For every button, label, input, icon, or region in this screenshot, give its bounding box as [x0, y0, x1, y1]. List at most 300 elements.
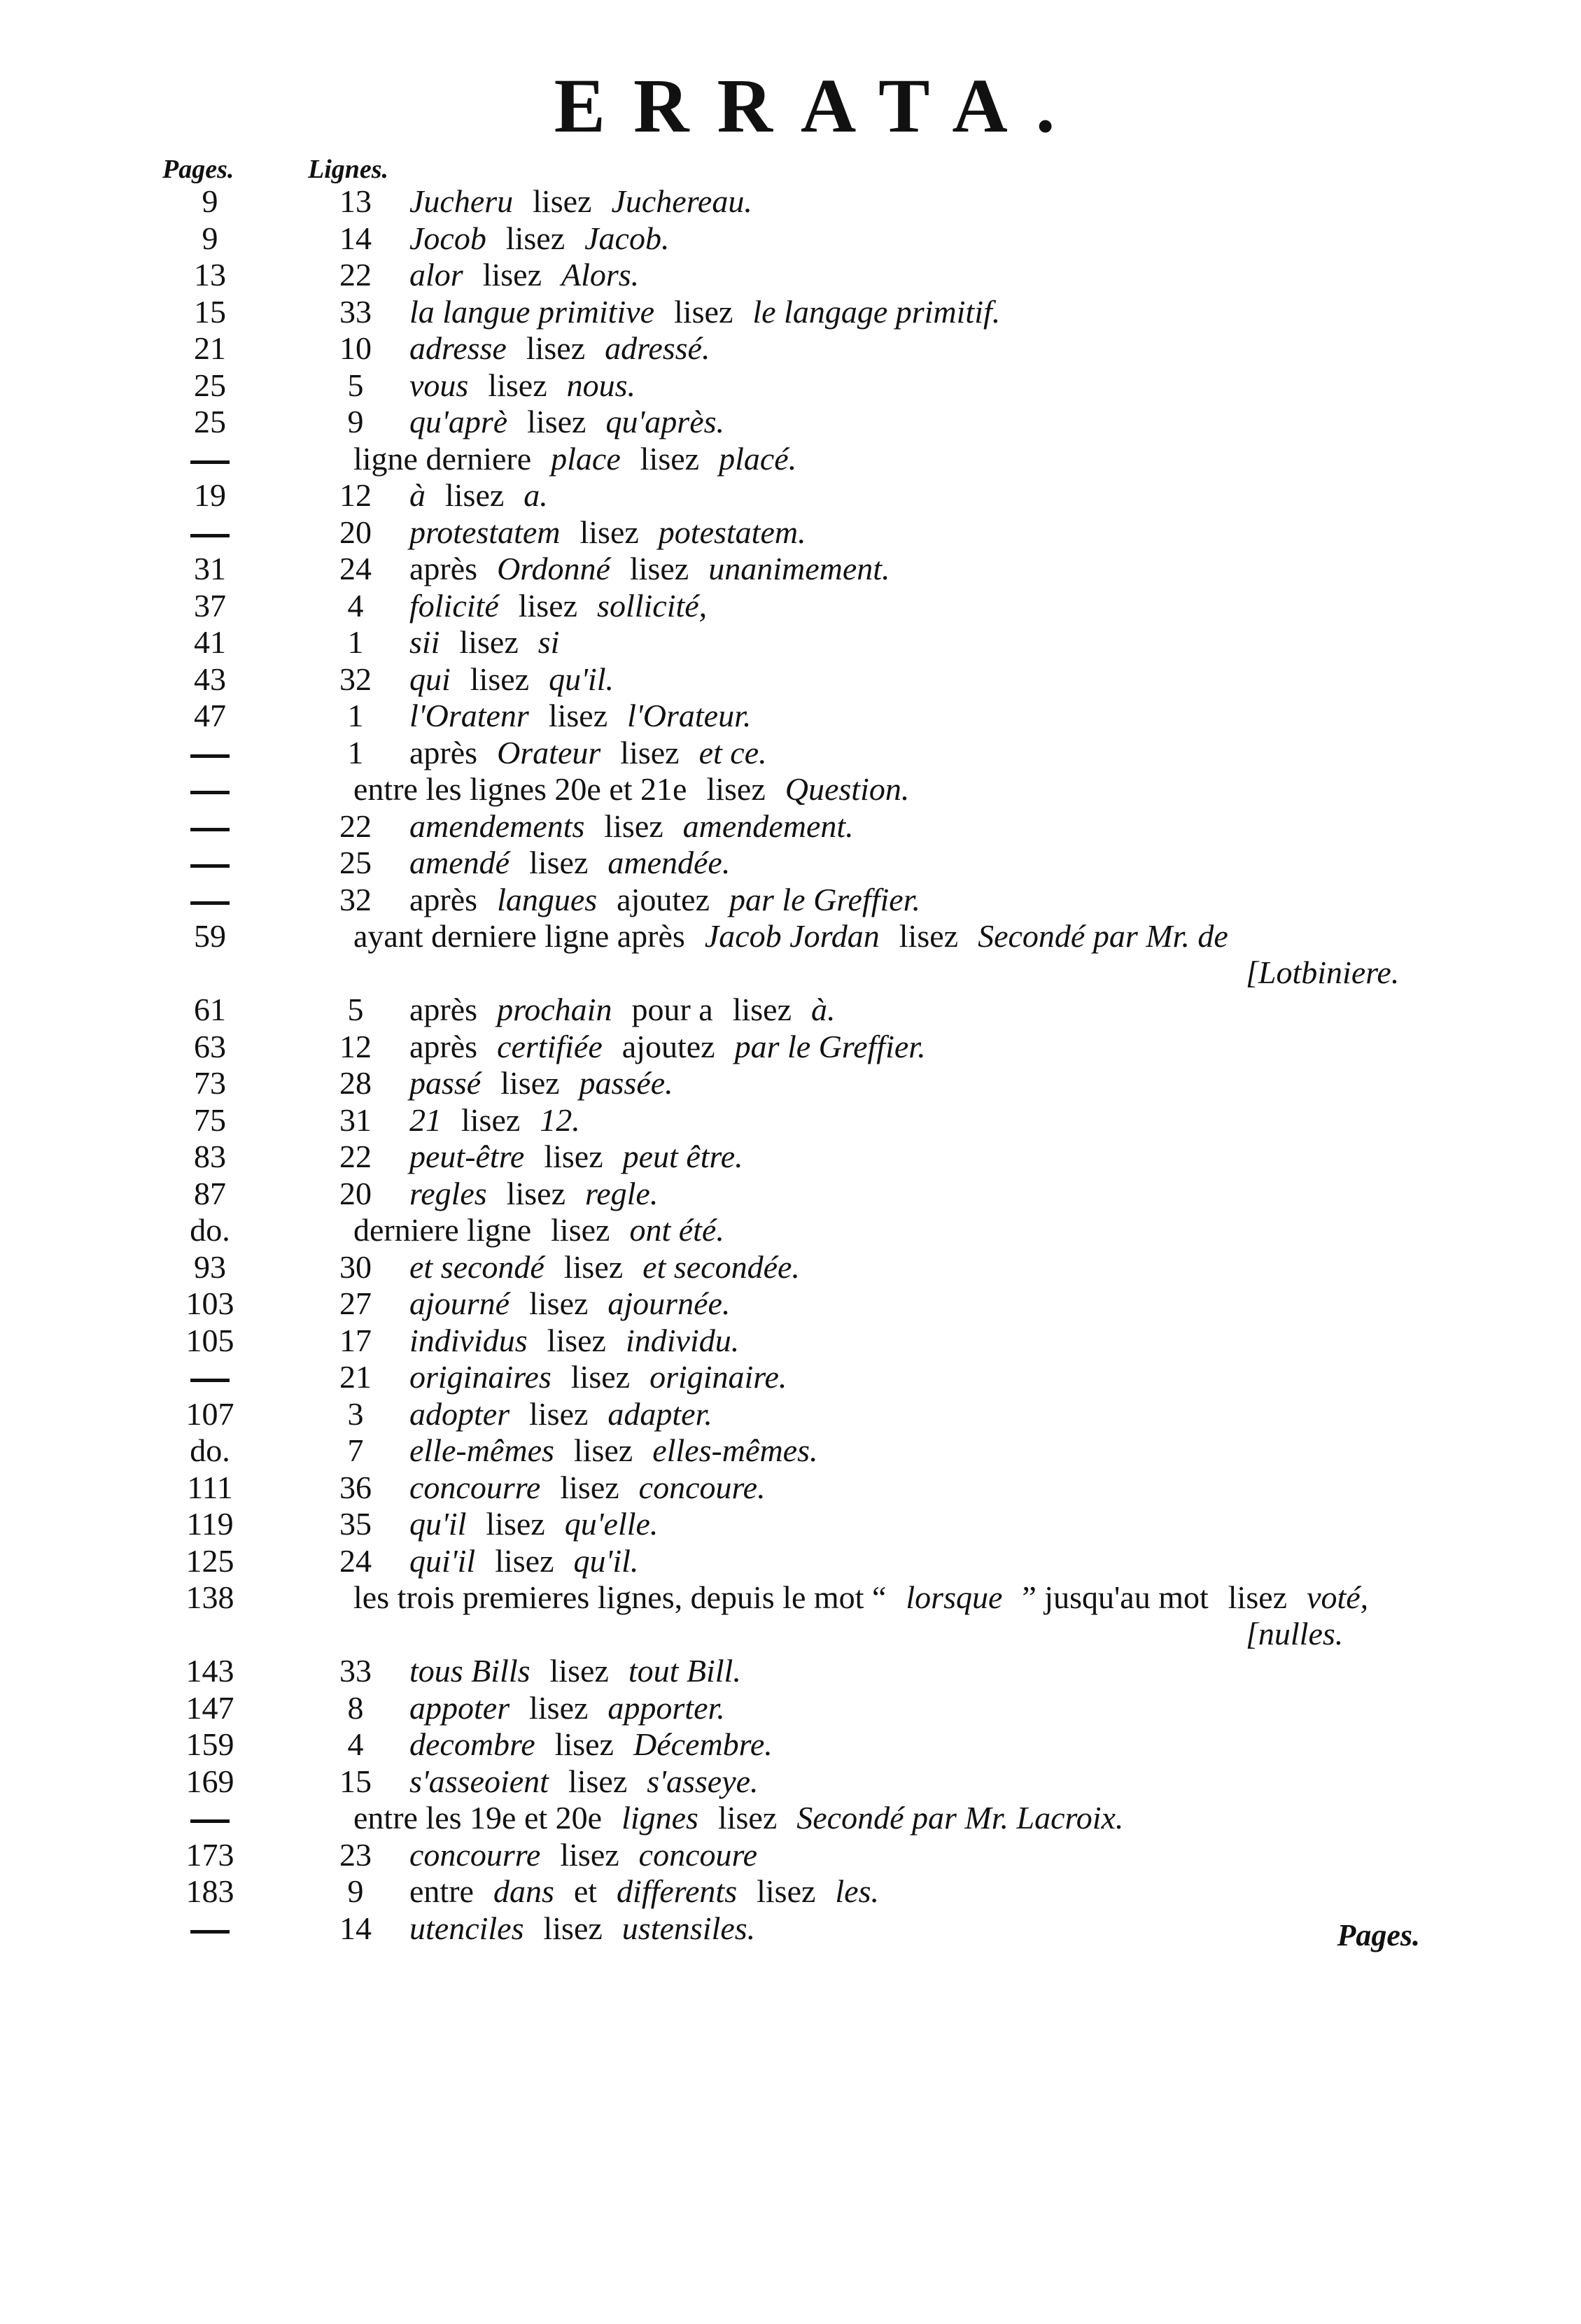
errata-row — [0, 882, 1581, 919]
correction-text — [409, 1690, 745, 1726]
erroneous-text: Ordonné — [497, 551, 610, 586]
errata-row — [0, 918, 1581, 992]
erroneous-text: qu'il — [409, 1506, 467, 1542]
errata-row — [0, 441, 1581, 478]
errata-row — [0, 1286, 1581, 1323]
errata-row — [0, 845, 1581, 882]
lisez-word: lisez — [529, 1286, 589, 1321]
context-text: entre les 19e et 20e — [353, 1800, 603, 1836]
page-number: 13 — [194, 257, 226, 293]
page-number: 103 — [185, 1286, 234, 1321]
corrected-text: individu. — [625, 1322, 740, 1358]
errata-row — [0, 404, 1581, 441]
corrected-text: apporter. — [607, 1689, 725, 1726]
page-title: ERRATA. — [554, 63, 1083, 148]
lisez-word: lisez — [529, 845, 589, 880]
page-number — [157, 441, 262, 464]
erroneous-text: dans — [493, 1873, 554, 1909]
erroneous-text: place — [551, 440, 621, 477]
errata-row — [0, 1102, 1581, 1139]
erroneous-text: adresse — [409, 330, 507, 366]
line-number: 22 — [339, 1139, 372, 1174]
lisez-word: lisez — [506, 1175, 566, 1211]
errata-row — [0, 771, 1581, 808]
lisez-word: lisez — [757, 1873, 816, 1909]
line-number: 33 — [339, 1653, 372, 1689]
corrected-text: concoure — [638, 1836, 758, 1873]
corrected-text: 12. — [540, 1101, 580, 1138]
corrected-text: adapter. — [607, 1395, 712, 1432]
lisez-word: lisez — [549, 1653, 609, 1689]
errata-row — [0, 1065, 1581, 1102]
corrected-text: Question. — [785, 771, 910, 807]
line-number: 10 — [339, 330, 372, 366]
line-number: 3 — [347, 1395, 364, 1432]
correction-text — [409, 330, 729, 367]
page-number: 138 — [185, 1579, 234, 1615]
line-number: 14 — [339, 220, 372, 256]
line-number: 22 — [339, 257, 372, 293]
errata-row — [0, 1323, 1581, 1360]
line-number: 27 — [339, 1286, 372, 1321]
context-text: et — [573, 1873, 598, 1909]
correction-text — [353, 441, 816, 477]
corrected-text: sollicité, — [597, 587, 708, 624]
erroneous-text: qu'aprè — [409, 404, 508, 439]
page-number: 143 — [185, 1653, 234, 1689]
lisez-word: lisez — [579, 514, 639, 550]
corrected-text: Alors. — [561, 257, 640, 293]
correction-text — [409, 1249, 820, 1286]
correction-text — [409, 1396, 732, 1432]
line-number: 17 — [339, 1322, 372, 1358]
page-number: 37 — [194, 587, 226, 624]
lisez-word: lisez — [470, 661, 530, 697]
lisez-word: lisez — [543, 1910, 603, 1946]
page-number: 169 — [185, 1763, 234, 1799]
erroneous-text: qui — [409, 661, 451, 697]
correction-text — [409, 294, 1020, 330]
corrected-text: originaire. — [649, 1359, 787, 1395]
errata-row — [0, 514, 1581, 551]
corrected-text: Secondé par Mr. Lacroix. — [796, 1800, 1124, 1836]
corrected-text: qu'il. — [549, 661, 614, 697]
correction-text — [409, 183, 772, 220]
context-text: entre — [409, 1873, 474, 1909]
corrected-text: et ce. — [698, 734, 767, 770]
correction-text — [409, 624, 579, 661]
lisez-word: lisez — [544, 1139, 603, 1174]
line-number: 24 — [339, 551, 372, 586]
line-number: 1 — [347, 698, 364, 733]
page-number: 119 — [186, 1506, 234, 1542]
erroneous-text: passé — [409, 1065, 482, 1101]
line-number: 36 — [339, 1469, 372, 1505]
page-number: 31 — [194, 551, 226, 586]
corrected-text: qu'elle. — [564, 1506, 659, 1542]
lisez-word: lisez — [604, 808, 663, 844]
lisez-word: lisez — [486, 1506, 545, 1542]
correction-text — [353, 1212, 744, 1248]
correction-text — [409, 1726, 792, 1763]
line-number: 30 — [339, 1248, 372, 1285]
lisez-word: lisez — [717, 1800, 778, 1836]
corrected-text: et secondée. — [642, 1248, 800, 1285]
lisez-word: lisez — [732, 992, 792, 1027]
errata-row — [0, 294, 1581, 331]
page-number: 73 — [194, 1065, 226, 1101]
errata-row — [0, 1359, 1581, 1396]
context-text: ayant derniere ligne après — [353, 918, 685, 954]
erroneous-text: tous Bills — [409, 1653, 530, 1689]
lisez-word: lisez — [500, 1065, 560, 1101]
errata-row — [0, 1763, 1581, 1801]
corrected-text: peut être. — [622, 1139, 743, 1174]
correction-text — [409, 1432, 837, 1469]
correction-text — [409, 808, 873, 845]
lisez-word: lisez — [1228, 1579, 1288, 1615]
erroneous-text: et secondé — [409, 1248, 544, 1285]
lisez-word: lisez — [554, 1726, 614, 1762]
errata-row — [0, 698, 1581, 735]
errata-row — [0, 992, 1581, 1029]
line-number: 14 — [339, 1910, 372, 1946]
corrected-text: potestatem. — [658, 514, 806, 550]
erroneous-text: alor — [409, 257, 463, 293]
corrected-text: le langage primitif. — [752, 293, 1001, 330]
page-number: 107 — [185, 1395, 234, 1432]
lisez-word: lisez — [640, 440, 700, 477]
lisez-word: lisez — [568, 1763, 628, 1799]
line-number: 1 — [347, 734, 364, 770]
corrected-text: par le Greffier. — [734, 1028, 926, 1064]
corrected-text: qu'il. — [573, 1542, 639, 1579]
errata-row — [0, 1800, 1581, 1837]
line-number: 9 — [347, 404, 364, 439]
errata-row — [0, 330, 1581, 367]
lisez-word: lisez — [548, 698, 608, 733]
corrected-text: elles-mêmes. — [652, 1432, 818, 1468]
errata-list — [0, 183, 1581, 1947]
page-number: 19 — [194, 477, 226, 513]
correction-text — [409, 735, 787, 771]
corrected-text: concoure. — [638, 1469, 766, 1505]
erroneous-text: concourre — [409, 1836, 541, 1873]
correction-text — [409, 845, 750, 881]
lisez-word: lisez — [620, 734, 680, 770]
lisez-word: lisez — [573, 1432, 633, 1468]
line-number: 7 — [347, 1432, 364, 1468]
page-number: 183 — [185, 1873, 234, 1909]
erroneous-text: elle-mêmes — [409, 1432, 554, 1468]
pages-column-header: Pages. — [162, 155, 234, 184]
erroneous-text: la langue primitive — [409, 293, 655, 330]
page-number: 159 — [185, 1726, 234, 1762]
correction-text — [409, 661, 633, 698]
correction-text — [409, 1102, 600, 1139]
erroneous-text: langues — [497, 881, 598, 917]
correction-text — [409, 1543, 658, 1579]
erroneous-text: qui'il — [409, 1542, 476, 1579]
corrected-text: unanimement. — [708, 551, 890, 586]
page-number: 83 — [194, 1139, 226, 1174]
lisez-word: lisez — [461, 1101, 521, 1138]
corrected-text: les. — [835, 1873, 880, 1909]
lisez-word: lisez — [529, 1689, 589, 1726]
corrected-text: regle. — [585, 1175, 659, 1211]
lisez-word: lisez — [563, 1248, 624, 1285]
page-number: 9 — [202, 183, 218, 219]
erroneous-text: certifiée — [497, 1028, 603, 1064]
errata-row — [0, 1029, 1581, 1066]
erroneous-text: l'Oratenr — [409, 698, 529, 733]
errata-row — [0, 1249, 1581, 1286]
context-text: ” jusqu'au mot — [1022, 1579, 1209, 1615]
correction-text — [409, 257, 659, 293]
erroneous-text: utenciles — [409, 1910, 524, 1946]
lisez-word: lisez — [505, 220, 565, 256]
correction-text — [409, 1139, 763, 1175]
lisez-word: lisez — [459, 624, 519, 660]
line-number: 21 — [339, 1359, 372, 1395]
line-number: 20 — [339, 514, 372, 550]
correction-text — [353, 1800, 1143, 1836]
errata-row — [0, 808, 1581, 845]
correction-text — [409, 882, 940, 918]
erroneous-text: lorsque — [906, 1579, 1003, 1615]
correction-text — [409, 367, 655, 404]
corrected-text: l'Orateur. — [627, 698, 752, 733]
correction-text — [353, 918, 1248, 955]
context-text: pour a — [631, 992, 713, 1027]
continuation-text: [Lotbiniere. — [1246, 955, 1400, 990]
erroneous-text: Orateur — [497, 734, 601, 770]
corrected-text: Juchereau. — [611, 183, 752, 219]
errata-row — [0, 1543, 1581, 1580]
correction-text — [409, 1653, 761, 1689]
line-number: 24 — [339, 1542, 372, 1579]
context-text: entre les lignes 20e et 21e — [353, 771, 687, 807]
corrected-text: tout Bill. — [628, 1653, 741, 1689]
errata-row — [0, 257, 1581, 294]
line-number: 28 — [339, 1065, 372, 1101]
page-number — [157, 882, 262, 905]
context-text: les trois premieres lignes, depuis le mot “ — [353, 1579, 887, 1615]
catchword: Pages. — [1337, 1918, 1420, 1952]
corrected-text: qu'après. — [605, 404, 725, 439]
page-number: 25 — [194, 367, 226, 403]
lisez-word: lisez — [551, 1212, 610, 1248]
erroneous-text: s'asseoient — [409, 1763, 549, 1799]
correction-text — [353, 1579, 1388, 1616]
corrected-text: si — [537, 624, 560, 660]
erroneous-text: appoter — [409, 1689, 510, 1726]
lisez-word: lisez — [529, 1395, 589, 1432]
erroneous-text: peut-être — [409, 1139, 525, 1174]
erroneous-text: ajourné — [409, 1286, 510, 1321]
page-number — [157, 1800, 262, 1823]
correction-text — [409, 698, 771, 734]
corrected-text: ajournée. — [607, 1286, 731, 1321]
lisez-word: lisez — [560, 1836, 619, 1873]
correction-text — [409, 1910, 775, 1947]
page-number: do. — [190, 1432, 230, 1468]
page-number: 41 — [194, 624, 226, 660]
instruction-word: ajoutez — [617, 881, 710, 917]
erroneous-text: originaires — [409, 1359, 551, 1395]
lisez-word: lisez — [518, 587, 578, 624]
line-number: 4 — [347, 1726, 364, 1762]
page-number: do. — [190, 1212, 230, 1248]
errata-row — [0, 624, 1581, 661]
page-number: 111 — [187, 1469, 233, 1505]
lisez-word: lisez — [560, 1469, 619, 1505]
corrected-text: nous. — [566, 367, 636, 403]
line-number: 32 — [339, 661, 372, 697]
correction-text — [353, 771, 929, 808]
erroneous-text: amendé — [409, 845, 510, 880]
lisez-word: lisez — [674, 293, 733, 330]
page-number: 43 — [194, 661, 226, 697]
page-number: 15 — [194, 293, 226, 330]
erroneous-text: protestatem — [409, 514, 561, 550]
erroneous-text: Jocob — [409, 220, 486, 256]
erroneous-text: prochain — [497, 992, 612, 1027]
lisez-word: lisez — [527, 404, 586, 439]
line-number: 1 — [347, 624, 364, 660]
continuation-text: [nulles. — [1246, 1616, 1344, 1652]
corrected-text: amendée. — [607, 845, 731, 880]
lisez-word: lisez — [533, 183, 592, 219]
corrected-text: ustensiles. — [621, 1910, 756, 1946]
page-number: 147 — [185, 1689, 234, 1726]
line-number: 23 — [339, 1836, 372, 1873]
lisez-word: lisez — [547, 1322, 606, 1358]
page-number: 61 — [194, 992, 226, 1027]
page-number — [157, 1910, 262, 1934]
context-text: après — [409, 881, 478, 917]
correction-text — [409, 220, 689, 257]
errata-row — [0, 477, 1581, 514]
page-number: 105 — [185, 1322, 234, 1358]
lisez-word: lisez — [482, 257, 542, 293]
errata-row — [0, 735, 1581, 772]
errata-row — [0, 1176, 1581, 1213]
lisez-word: lisez — [445, 477, 505, 513]
line-number: 32 — [339, 881, 372, 917]
corrected-text: a. — [524, 477, 548, 513]
context-text: derniere ligne — [353, 1212, 532, 1248]
page-number: 93 — [194, 1248, 226, 1285]
line-number: 12 — [339, 1028, 372, 1064]
errata-row — [0, 1726, 1581, 1763]
errata-row — [0, 588, 1581, 625]
context-text: après — [409, 1028, 478, 1064]
corrected-text: par le Greffier. — [729, 881, 920, 917]
erroneous-text: amendements — [409, 808, 585, 844]
errata-row — [0, 551, 1581, 588]
correction-text — [409, 404, 744, 440]
correction-text — [409, 551, 910, 587]
correction-text — [409, 1323, 759, 1359]
page-number — [157, 771, 262, 794]
lisez-word: lisez — [488, 367, 547, 403]
lines-column-header: Lignes. — [308, 155, 389, 184]
erroneous-text: lignes — [621, 1800, 698, 1836]
corrected-text: amendement. — [682, 808, 854, 844]
errata-row — [0, 1873, 1581, 1910]
line-number: 33 — [339, 293, 372, 330]
page-number: 173 — [185, 1836, 234, 1873]
errata-row — [0, 367, 1581, 404]
corrected-text: à. — [811, 992, 836, 1027]
lisez-word: lisez — [899, 918, 959, 954]
erroneous-text: vous — [409, 367, 469, 403]
erroneous-text: Jacob Jordan — [704, 918, 880, 954]
lisez-word: lisez — [495, 1542, 554, 1579]
page-number: 59 — [194, 918, 226, 954]
erroneous-text: regles — [409, 1175, 487, 1211]
instruction-word: ajoutez — [621, 1028, 715, 1064]
page-number: 125 — [185, 1542, 234, 1579]
errata-row — [0, 1212, 1581, 1249]
errata-row — [0, 220, 1581, 258]
line-number: 13 — [339, 183, 372, 219]
page-number: 9 — [202, 220, 218, 256]
line-number: 31 — [339, 1101, 372, 1138]
context-text: après — [409, 734, 478, 770]
erroneous-text: à — [409, 477, 426, 513]
corrected-text: s'asseye. — [647, 1763, 759, 1799]
correction-text — [409, 1506, 677, 1542]
page-number — [157, 735, 262, 758]
corrected-text: Secondé par Mr. de — [978, 918, 1228, 954]
line-number: 20 — [339, 1175, 372, 1211]
line-number: 15 — [339, 1763, 372, 1799]
erroneous-text: sii — [409, 624, 440, 660]
lisez-word: lisez — [706, 771, 766, 807]
errata-row — [0, 1396, 1581, 1433]
line-number: 4 — [347, 587, 364, 624]
correction-text — [409, 1176, 677, 1212]
errata-row — [0, 1432, 1581, 1470]
lisez-word: lisez — [526, 330, 586, 366]
corrected-text: Jacob. — [584, 220, 670, 256]
line-number: 25 — [339, 845, 372, 880]
correction-text — [409, 1029, 946, 1065]
line-number: 35 — [339, 1506, 372, 1542]
correction-text — [409, 514, 826, 551]
page-number — [157, 514, 262, 537]
errata-row — [0, 1837, 1581, 1874]
errata-row — [0, 1139, 1581, 1176]
page-number: 87 — [194, 1175, 226, 1211]
correction-text — [409, 1470, 785, 1506]
page-number: 47 — [194, 698, 226, 733]
correction-text — [409, 1286, 750, 1322]
line-number: 5 — [347, 992, 364, 1027]
corrected-text: ont été. — [629, 1212, 724, 1248]
page-number — [157, 808, 262, 831]
correction-text — [409, 1359, 806, 1395]
errata-row — [0, 1506, 1581, 1543]
erroneous-text: Jucheru — [409, 183, 514, 219]
corrected-text: Décembre. — [633, 1726, 773, 1762]
corrected-text: placé. — [719, 440, 797, 477]
erroneous-text: decombre — [409, 1726, 535, 1762]
erroneous-text: adopter — [409, 1395, 510, 1432]
errata-row — [0, 1470, 1581, 1507]
